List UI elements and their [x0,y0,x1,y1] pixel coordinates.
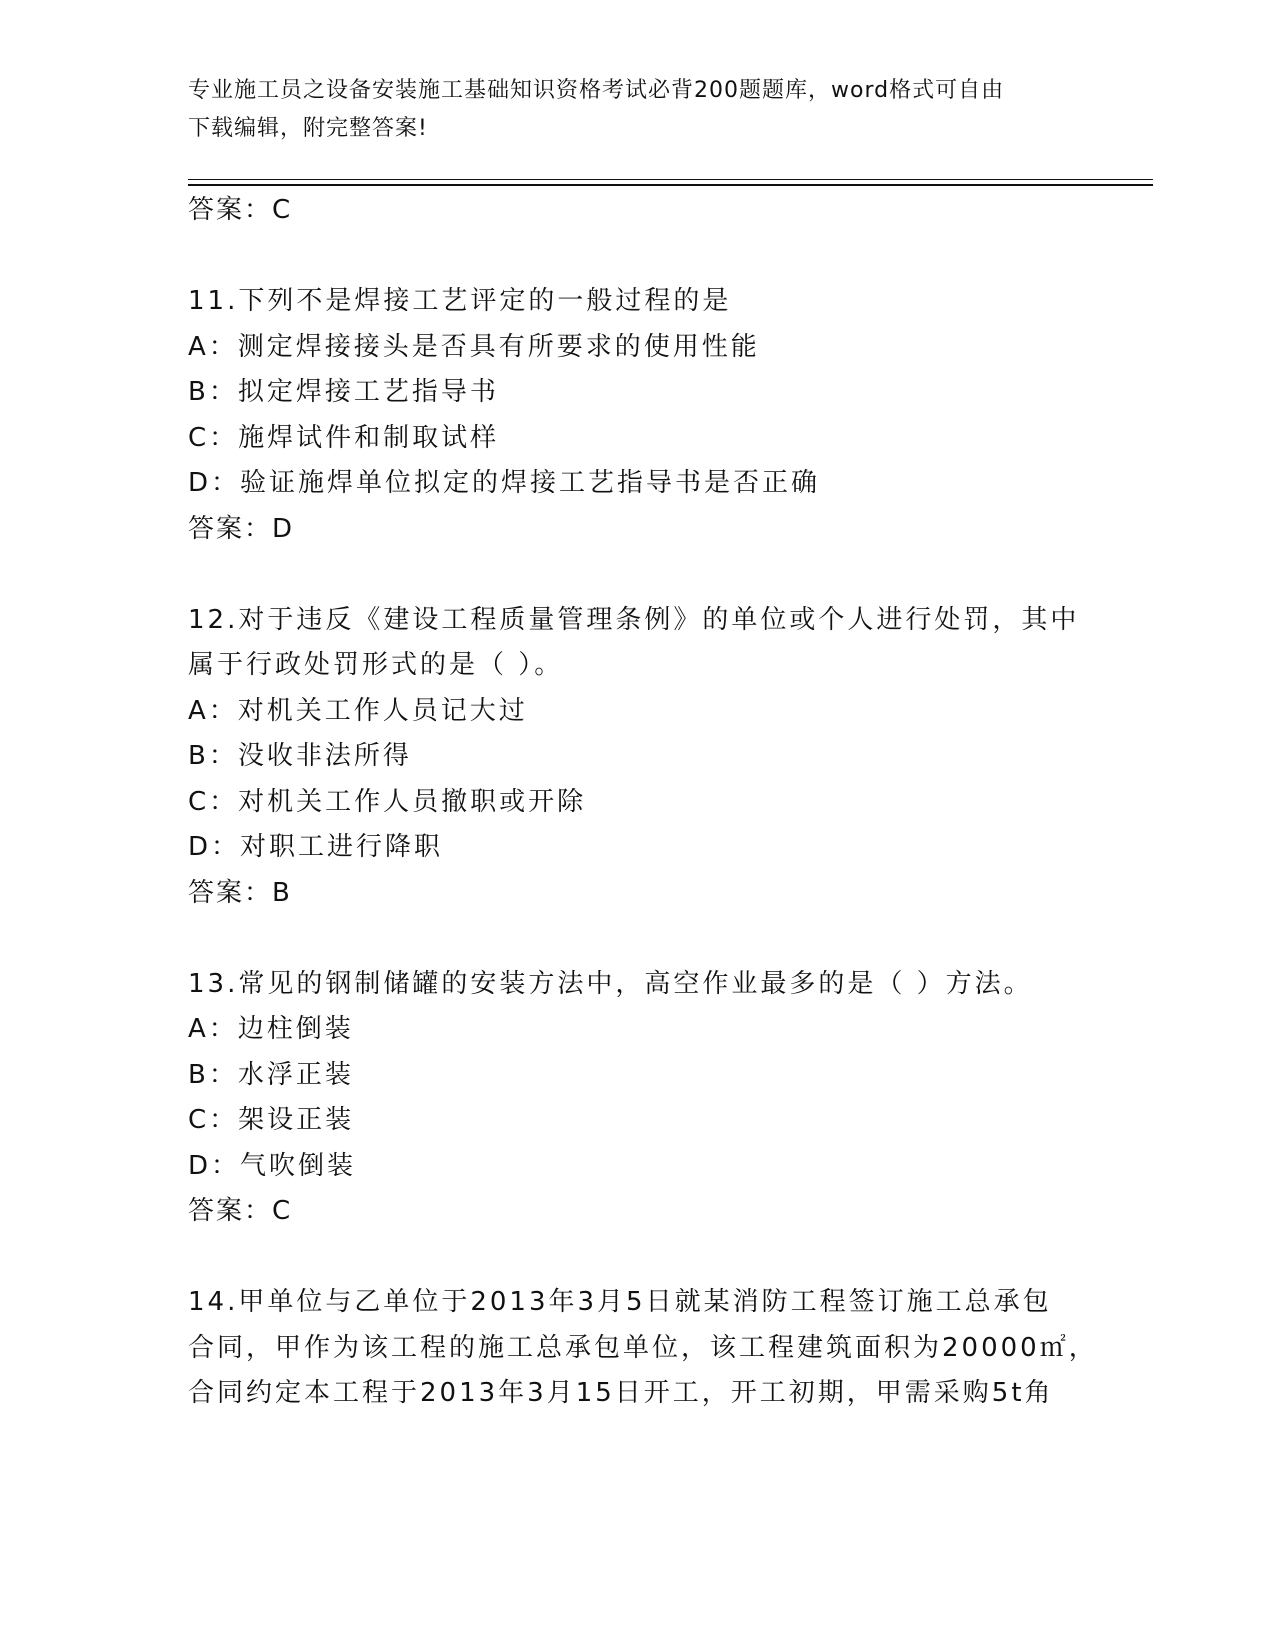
option-d: D：对职工进行降职 [188,832,444,862]
header-rule-thin [188,179,1153,180]
question-stem: 12.对于违反《建设工程质量管理条例》的单位或个人进行处罚，其中 [188,604,1080,635]
question-13 [188,962,1088,1235]
option-b: B：拟定焊接工艺指导书 [188,377,499,407]
option-b: B：没收非法所得 [188,741,412,771]
question-14 [188,1280,1098,1417]
option-c: C：架设正装 [188,1105,355,1135]
question-12 [188,598,1088,916]
question-list [188,188,1098,1417]
answer: 答案：B [188,877,292,908]
option-c: C：施焊试件和制取试样 [188,422,500,453]
question-11 [188,279,1088,552]
header-rule-thick [188,184,1153,186]
question-stem: 13.常见的钢制储罐的安装方法中，高空作业最多的是（ ）方法。 [188,968,1033,999]
question-stem-continued: 合同约定本工程于2013年3月15日开工，开工初期，甲需采购5t角 [188,1378,1054,1408]
option-d: D：验证施焊单位拟定的焊接工艺指导书是否正确 [188,468,821,498]
option-b: B：水浮正装 [188,1059,354,1090]
option-d: D：气吹倒装 [188,1150,357,1181]
option-c: C：对机关工作人员撤职或开除 [188,786,587,817]
question-stem: 14.甲单位与乙单位于2013年3月5日就某消防工程签订施工总承包 [188,1287,1052,1317]
question-stem-continued: 属于行政处罚形式的是（ ）。 [188,650,564,680]
option-a: A：对机关工作人员记大过 [188,695,528,726]
previous-answer: 答案：C [188,195,293,225]
answer: 答案：D [188,513,295,544]
header-line-2: 下载编辑，附完整答案! [188,116,428,141]
question-stem: 11.下列不是焊接工艺评定的一般过程的是 [188,286,732,316]
option-a: A：边柱倒装 [188,1014,354,1044]
spacer [188,233,1088,279]
question-stem-continued: 合同，甲作为该工程的施工总承包单位，该工程建筑面积为20000㎡， [188,1332,1098,1363]
header-line-1: 专业施工员之设备安装施工基础知识资格考试必背200题题库，word格式可自由 [188,78,1005,103]
spacer [188,916,1088,962]
spacer [188,552,1088,598]
document-header [188,72,1068,148]
spacer [188,1234,1088,1280]
option-a: A：测定焊接接头是否具有所要求的使用性能 [188,331,760,362]
answer: 答案：C [188,1196,293,1226]
